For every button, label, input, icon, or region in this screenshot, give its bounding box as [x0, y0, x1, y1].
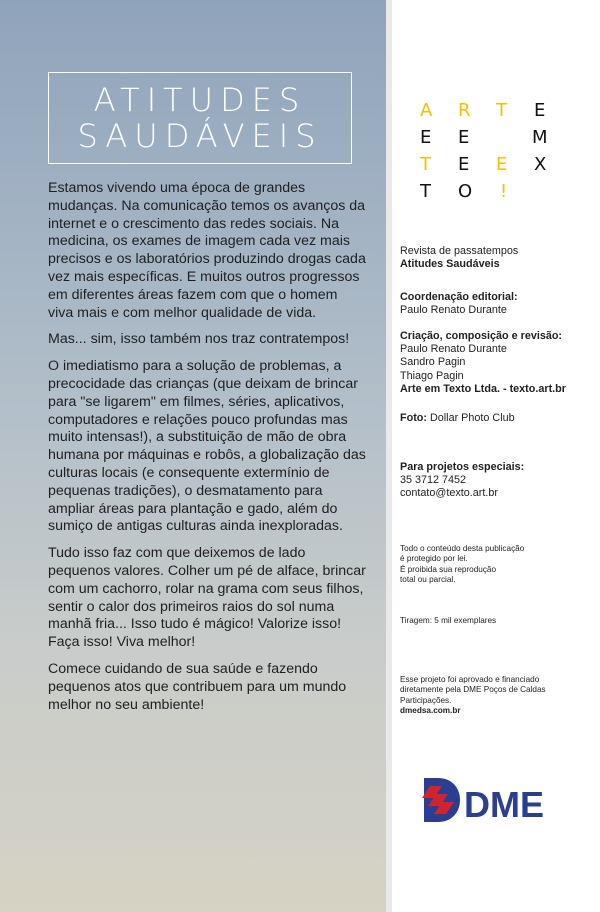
logo-letter: X — [534, 154, 547, 175]
rights-line: é protegido por lei. — [400, 554, 468, 564]
credits-projects — [400, 461, 590, 501]
title-line-2: SAUDÁVEIS — [77, 117, 323, 155]
dme-logo-mark-icon — [422, 778, 460, 822]
paragraph: O imediatismo para a solução de problemas, a precocidade das crianças (que deixam de brincar para "se ligarem" em filmes, séries, aplicativos, computadores e relações pouco profundas mas muito intensas!), a substituição de mão de obra humana por máquinas e robôs, a globalização das culturas locais (e consequente extermínio de pequenas tradições), o desmatamento para ampliar áreas para plantação e gado, além do sumiço de antigas culturas ainda inexploradas. — [48, 358, 366, 535]
arte-em-texto-logo — [420, 100, 570, 210]
logo-letter: ! — [500, 181, 508, 202]
company-line: Arte em Texto Ltda. - texto.art.br — [400, 382, 566, 395]
logo-letter: R — [458, 100, 471, 121]
paragraph: Mas... sim, isso também nos traz contratempos! — [48, 331, 350, 348]
projects-label: Para projetos especiais: — [400, 461, 525, 473]
paragraph: Tudo isso faz com que deixemos de lado pequenos valores. Colher um pé de alface, brincar com um cachorro, rolar na grama com seus filhos, sentir o calor dos primeiros raios do sol numa manhã fria... Isso tudo é mágico! Valorize isso! Faça isso! Viva melhor! — [48, 545, 366, 651]
logo-letter: E — [420, 127, 432, 148]
magazine-label: Revista de passatempos — [400, 245, 519, 257]
paragraph: Estamos vivendo uma época de grandes mudanças. Na comunicação temos os avanços da internet e o crescimento das redes sociais. Na medicina, os exames de imagem cada vez mais precisos e os laboratórios produzindo drogas cada vez mais específicas. E muitos outros progressos em diferentes áreas fazem com que o homem viva mais e com melhor qualidade de vida. — [48, 180, 366, 321]
logo-letter: A — [420, 100, 433, 121]
sponsor-line: Participações. — [400, 695, 452, 705]
rights-line: Todo o conteúdo desta publicação — [400, 544, 525, 553]
logo-letter: O — [458, 181, 473, 202]
credits-coordination — [400, 291, 590, 317]
body-text — [48, 180, 366, 723]
logo-letter: E — [496, 154, 508, 175]
page-divider — [386, 0, 392, 912]
title-line-1: ATITUDES — [93, 81, 307, 119]
credits-magazine — [400, 245, 590, 271]
photo-label: Foto: — [400, 412, 427, 424]
projects-phone: 35 3712 7452 — [400, 474, 467, 487]
paragraph: Comece cuidando de sua saúde e fazendo pequenos atos que contribuem para um mundo melhor no seu ambiente! — [48, 660, 347, 713]
dme-logo — [420, 776, 560, 824]
sponsor-notice — [400, 675, 590, 717]
creation-label: Criação, composição e revisão: — [400, 330, 563, 342]
sponsor-site: dmedsa.com.br — [400, 706, 461, 716]
creation-name: Sandro Pagin — [400, 356, 466, 369]
magazine-name: Atitudes Saudáveis — [400, 258, 500, 271]
credits-photo — [400, 412, 590, 425]
creation-name: Paulo Renato Durante — [400, 343, 507, 356]
rights-line: É proibida sua reprodução — [400, 564, 497, 574]
sponsor-line: Esse projeto foi aprovado e financiado — [400, 675, 540, 684]
rights-notice — [400, 544, 590, 586]
photo-value: Dollar Photo Club — [429, 412, 515, 424]
credits-creation — [400, 330, 590, 396]
projects-email: contato@texto.art.br — [400, 487, 498, 500]
coordination-name: Paulo Renato Durante — [400, 304, 507, 317]
print-run: Tiragem: 5 mil exemplares — [400, 616, 497, 625]
logo-letter: M — [532, 127, 548, 148]
logo-letter: T — [496, 100, 507, 121]
logo-letter: T — [420, 154, 431, 175]
sponsor-line: diretamente pela DME Poços de Caldas — [400, 685, 546, 695]
logo-letter: T — [420, 181, 431, 202]
logo-letter: E — [458, 127, 470, 148]
creation-name: Thiago Pagin — [400, 369, 464, 382]
coordination-label: Coordenação editorial: — [400, 291, 518, 303]
rights-line: total ou parcial. — [400, 575, 456, 585]
title-box — [48, 72, 352, 164]
logo-letter: E — [458, 154, 470, 175]
dme-logo-text: DME — [464, 784, 544, 824]
logo-letter: E — [534, 100, 546, 121]
